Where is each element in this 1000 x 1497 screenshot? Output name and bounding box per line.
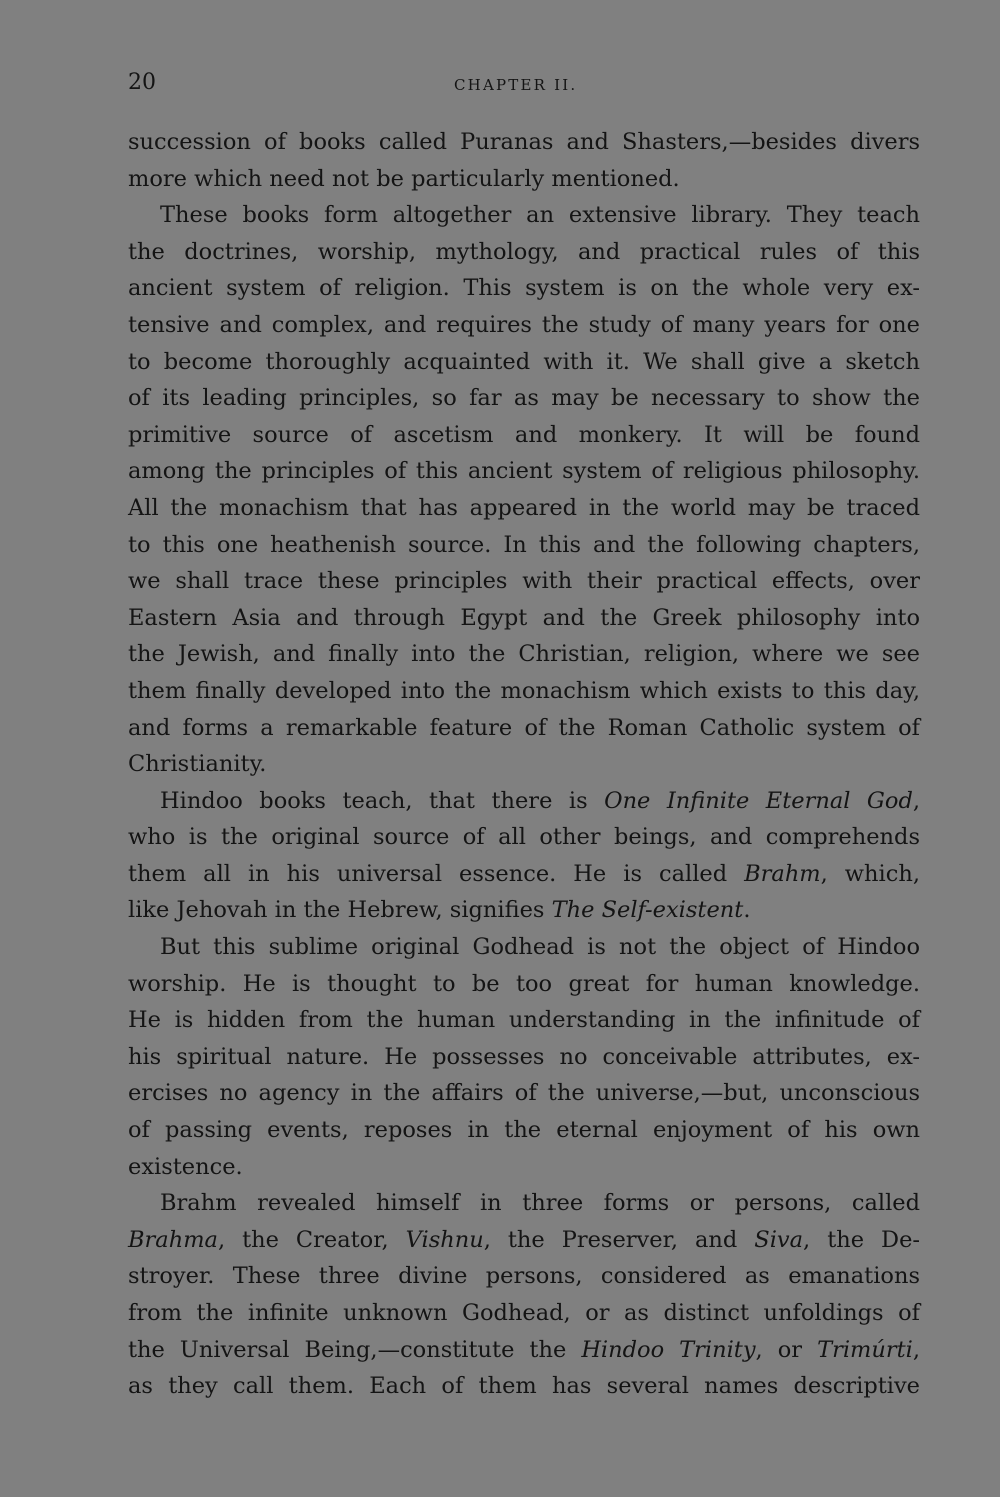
text-line: He is hidden from the human understanding in the infinitude of xyxy=(128,1007,920,1034)
text-span: , the Preserver, and xyxy=(483,1226,755,1253)
paragraph-4 xyxy=(128,929,920,1185)
text-line: tensive and complex, and requires the study of many years for one xyxy=(128,311,920,338)
text-line: to become thoroughly acquainted with it. We shall give a sketch xyxy=(128,348,920,375)
italic-term: Vishnu xyxy=(405,1226,484,1253)
text-line: them finally developed into the monachism which exists to this day, xyxy=(128,677,920,704)
text-line: the Jewish, and finally into the Christian, religion, where we see xyxy=(128,641,920,668)
text-line: the doctrines, worship, mythology, and practical rules of this xyxy=(128,238,920,265)
text-line: primitive source of ascetism and monkery. It will be found xyxy=(128,421,920,448)
text-line: we shall trace these principles with their practical effects, over xyxy=(128,568,920,595)
paragraph-3 xyxy=(128,783,920,929)
text-line: ercises no agency in the affairs of the universe,—but, unconscious xyxy=(128,1080,920,1107)
text-line: All the monachism that has appeared in the world may be traced xyxy=(128,494,920,521)
italic-term: The Self-existent xyxy=(551,897,744,924)
text-line: from the infinite unknown Godhead, or as distinct unfoldings of xyxy=(128,1300,920,1326)
text-line: existence. xyxy=(128,1153,243,1180)
text-line: his spiritual nature. He possesses no conceivable attributes, ex- xyxy=(128,1043,920,1070)
text-span: , or xyxy=(755,1336,818,1363)
text-span: , the De- xyxy=(803,1226,920,1253)
text-line: But this sublime original Godhead is not the object of Hindoo xyxy=(160,934,920,961)
italic-term: One Infinite Eternal God xyxy=(604,787,913,814)
text-line: of passing events, reposes in the eternal enjoyment of his own xyxy=(128,1117,920,1144)
text-line: who is the original source of all other beings, and comprehends xyxy=(128,824,920,851)
text-span: , which, xyxy=(820,860,920,887)
paragraph-1 xyxy=(128,124,920,197)
text-line: of its leading principles, so far as may be necessary to show the xyxy=(128,385,920,412)
italic-term: Siva xyxy=(754,1226,804,1253)
page-number: 20 xyxy=(128,70,156,95)
text-span: Hindoo books teach, that there is xyxy=(160,787,605,814)
text-line: stroyer. These three divine persons, considered as emanations xyxy=(128,1263,920,1290)
text-line xyxy=(128,783,920,820)
text-line: succession of books called Puranas and Shasters,—besides divers xyxy=(128,129,920,155)
italic-term: Trimúrti xyxy=(817,1336,913,1363)
text-line xyxy=(128,892,920,929)
text-span: them all in his universal essence. He is called xyxy=(128,860,745,887)
text-line: Brahm revealed himself in three forms or persons, called xyxy=(160,1190,920,1217)
paragraph-5 xyxy=(128,1185,920,1405)
page-header xyxy=(128,68,920,100)
text-line: to this one heathenish source. In this and the following chapters, xyxy=(128,531,920,558)
paragraph-2 xyxy=(128,197,920,783)
italic-term: Brahm xyxy=(744,860,821,887)
text-span: the Universal Being,—constitute the xyxy=(128,1336,582,1363)
running-head: CHAPTER II. xyxy=(454,76,578,94)
italic-term: Hindoo Trinity xyxy=(581,1336,756,1363)
text-span: , xyxy=(912,787,921,814)
text-line: among the principles of this ancient system of religious philosophy. xyxy=(128,458,920,485)
text-line: and forms a remarkable feature of the Roman Catholic system of xyxy=(128,714,920,741)
text-line: more which need not be particularly mentioned. xyxy=(128,165,680,192)
text-line xyxy=(128,1332,920,1369)
text-span: , xyxy=(912,1336,920,1363)
text-line: These books form altogether an extensive library. They teach xyxy=(160,202,920,229)
italic-term: Brahma xyxy=(128,1226,218,1253)
text-span: . xyxy=(743,897,751,924)
text-line: worship. He is thought to be too great for human knowledge. xyxy=(128,970,920,997)
text-span: like Jehovah in the Hebrew, signifies xyxy=(128,897,552,924)
text-line: ancient system of religion. This system is on the whole very ex- xyxy=(128,275,920,302)
text-line: Christianity. xyxy=(128,751,267,778)
text-span: , the Creator, xyxy=(217,1226,406,1253)
text-line: Eastern Asia and through Egypt and the Greek philosophy into xyxy=(128,604,920,631)
text-line xyxy=(128,1222,920,1259)
text-line xyxy=(128,856,920,893)
text-line: as they call them. Each of them has several names descriptive xyxy=(128,1373,920,1400)
body-text xyxy=(128,124,920,1405)
